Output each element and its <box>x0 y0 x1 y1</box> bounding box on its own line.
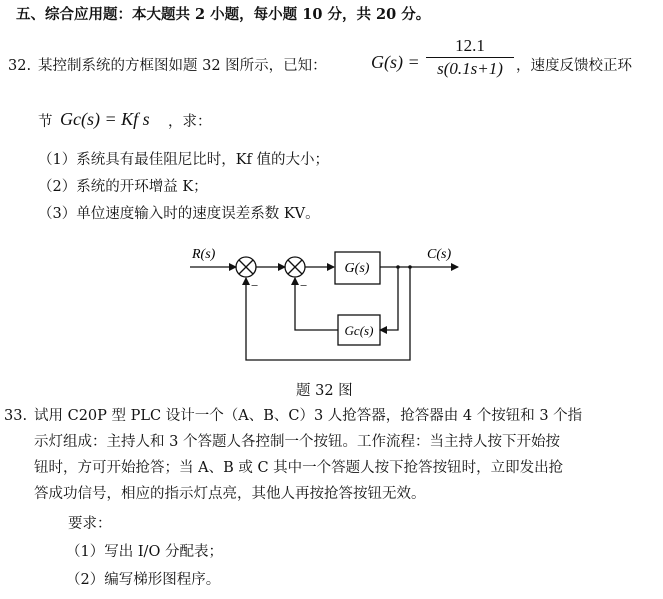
input-label: R(s) <box>192 247 216 262</box>
q32-line2-prefix: 节 <box>38 114 53 130</box>
q32-line2-suffix: ，求： <box>168 114 212 130</box>
q33-line-1: 试用 C20P 型 PLC 设计一个（A、B、C）3 人抢答器，抢答器由 4 个按钮和 3 个指 <box>34 408 583 424</box>
q32-number: 32. <box>8 58 32 74</box>
q33-line-2: 示灯组成：主持人和 3 个答题人各控制一个按钮。工作流程：当主持人按下开始按 <box>34 434 560 450</box>
section-heading: 五、综合应用题：本大题共 2 小题，每小题 10 分，共 20 分。 <box>16 6 431 23</box>
q32-item-1: （1）系统具有最佳阻尼比时，Kf 值的大小； <box>38 152 330 168</box>
gc-expression: Gc(s) = Kf s <box>60 109 150 129</box>
q33-req-1: （1）写出 I/O 分配表； <box>66 544 223 560</box>
q33-req-2: （2）编写梯形图程序。 <box>66 572 221 588</box>
g-lhs: G(s) = <box>371 52 420 72</box>
block-g-label: G(s) <box>344 261 370 276</box>
minus-sign-1: − <box>251 278 259 293</box>
q32-item-3: （3）单位速度输入时的速度误差系数 KV。 <box>38 206 320 222</box>
q33-number: 33. <box>4 408 28 424</box>
q32-intro-tail: ，速度反馈校正环 <box>516 58 632 74</box>
q32-item-2: （2）系统的开环增益 K； <box>38 179 208 195</box>
outer-feedback-line <box>246 267 410 360</box>
q33-line-3: 钮时，方可开始抢答；当 A、B 或 C 其中一个答题人按下抢答按钮时，立即发出抢 <box>34 460 564 476</box>
block-gc-label: Gc(s) <box>344 323 374 338</box>
minus-sign-2: − <box>300 278 308 293</box>
inner-feedback-line <box>380 267 398 330</box>
q33-line-4: 答成功信号，相应的指示灯点亮，其他人再按抢答按钮无效。 <box>34 486 426 502</box>
g-denominator: s(0.1s+1) <box>437 59 503 78</box>
q33-req-heading: 要求： <box>68 516 112 532</box>
figure-caption: 题 32 图 <box>296 383 353 399</box>
output-label: C(s) <box>427 247 452 262</box>
g-numerator: 12.1 <box>455 36 485 55</box>
q32-intro: 某控制系统的方框图如题 32 图所示，已知： <box>38 58 327 74</box>
